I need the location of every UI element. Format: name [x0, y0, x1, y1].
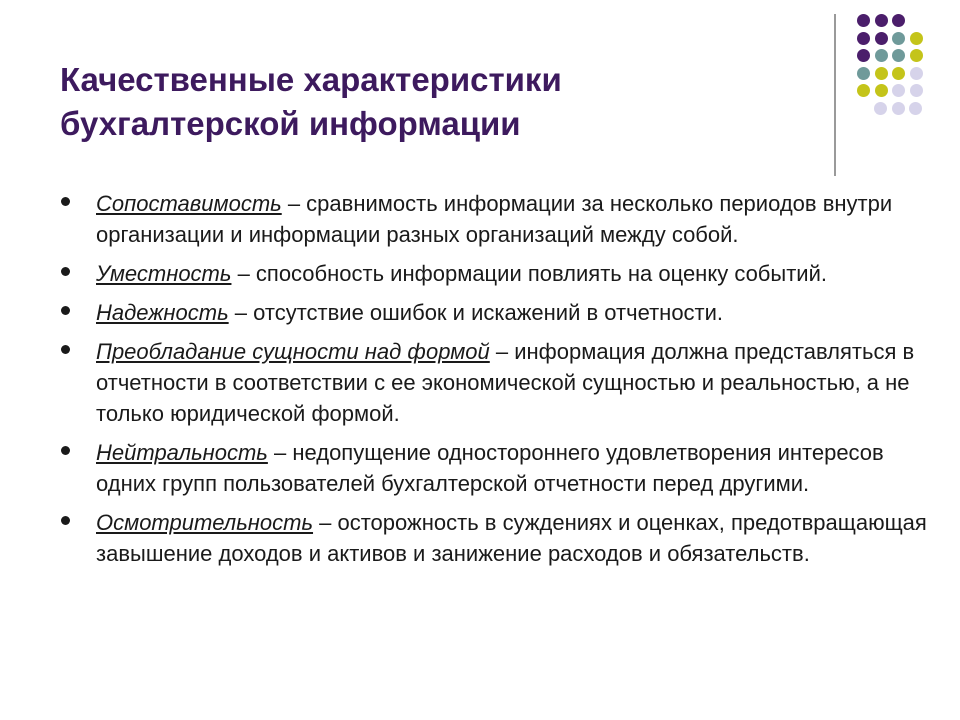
dot-lavender-icon: [892, 102, 905, 115]
dot-olive-icon: [875, 67, 888, 80]
characteristics-list: [58, 188, 938, 577]
term-definition: – отсутствие ошибок и искажений в отчетности.: [228, 300, 724, 325]
term-definition: – способность информации повлиять на оценку событий.: [231, 261, 827, 286]
dot-purple-icon: [857, 14, 870, 27]
bullet-icon: [61, 306, 70, 315]
dot-purple-icon: [875, 32, 888, 45]
title-line-1: Качественные характеристики: [60, 61, 562, 98]
slide-title: [60, 58, 780, 146]
dot-teal-icon: [857, 67, 870, 80]
list-item: [58, 507, 938, 569]
dot-lavender-icon: [910, 84, 923, 97]
term-label: Сопоставимость: [96, 191, 282, 216]
bullet-icon: [61, 267, 70, 276]
dot-purple-icon: [892, 14, 905, 27]
bullet-icon: [61, 446, 70, 455]
dot-olive-icon: [892, 67, 905, 80]
bullet-icon: [61, 197, 70, 206]
term-label: Осмотрительность: [96, 510, 314, 535]
dot-lavender-icon: [892, 84, 905, 97]
dot-lavender-icon: [874, 102, 887, 115]
term-definition: – информация должна представляться в отчетности в соответствии с ее экономической сущностью и реальностью, а не только юридической формой.: [96, 339, 915, 426]
title-line-2: бухгалтерской информации: [60, 105, 521, 142]
dot-lavender-icon: [910, 67, 923, 80]
dot-purple-icon: [857, 32, 870, 45]
list-item: [58, 297, 938, 328]
dot-teal-icon: [892, 49, 905, 62]
term-label: Надежность: [96, 300, 229, 325]
term-label: Нейтральность: [96, 440, 268, 465]
bullet-icon: [61, 516, 70, 525]
bullet-icon: [61, 345, 70, 354]
dot-teal-icon: [875, 49, 888, 62]
term-definition: – сравнимость информации за несколько периодов внутри организации и информации разных организаций между собой.: [96, 191, 893, 247]
dot-olive-icon: [910, 32, 923, 45]
dot-purple-icon: [857, 49, 870, 62]
dot-olive-icon: [857, 84, 870, 97]
dot-olive-icon: [910, 49, 923, 62]
divider-line: [834, 14, 836, 176]
term-definition: – осторожность в суждениях и оценках, предотвращающая завышение доходов и активов и занижение расходов и обязательств.: [96, 510, 927, 566]
term-label: Уместность: [96, 261, 232, 286]
term-label: Преобладание сущности над формой: [96, 339, 490, 364]
list-item: [58, 437, 938, 499]
dot-olive-icon: [875, 84, 888, 97]
list-item: [58, 336, 938, 429]
list-item: [58, 188, 938, 250]
list-item: [58, 258, 938, 289]
dot-teal-icon: [892, 32, 905, 45]
dot-lavender-icon: [909, 102, 922, 115]
term-definition: – недопущение одностороннего удовлетворения интересов одних групп пользователей бухгалтерской отчетности перед другими.: [96, 440, 884, 496]
dot-purple-icon: [875, 14, 888, 27]
